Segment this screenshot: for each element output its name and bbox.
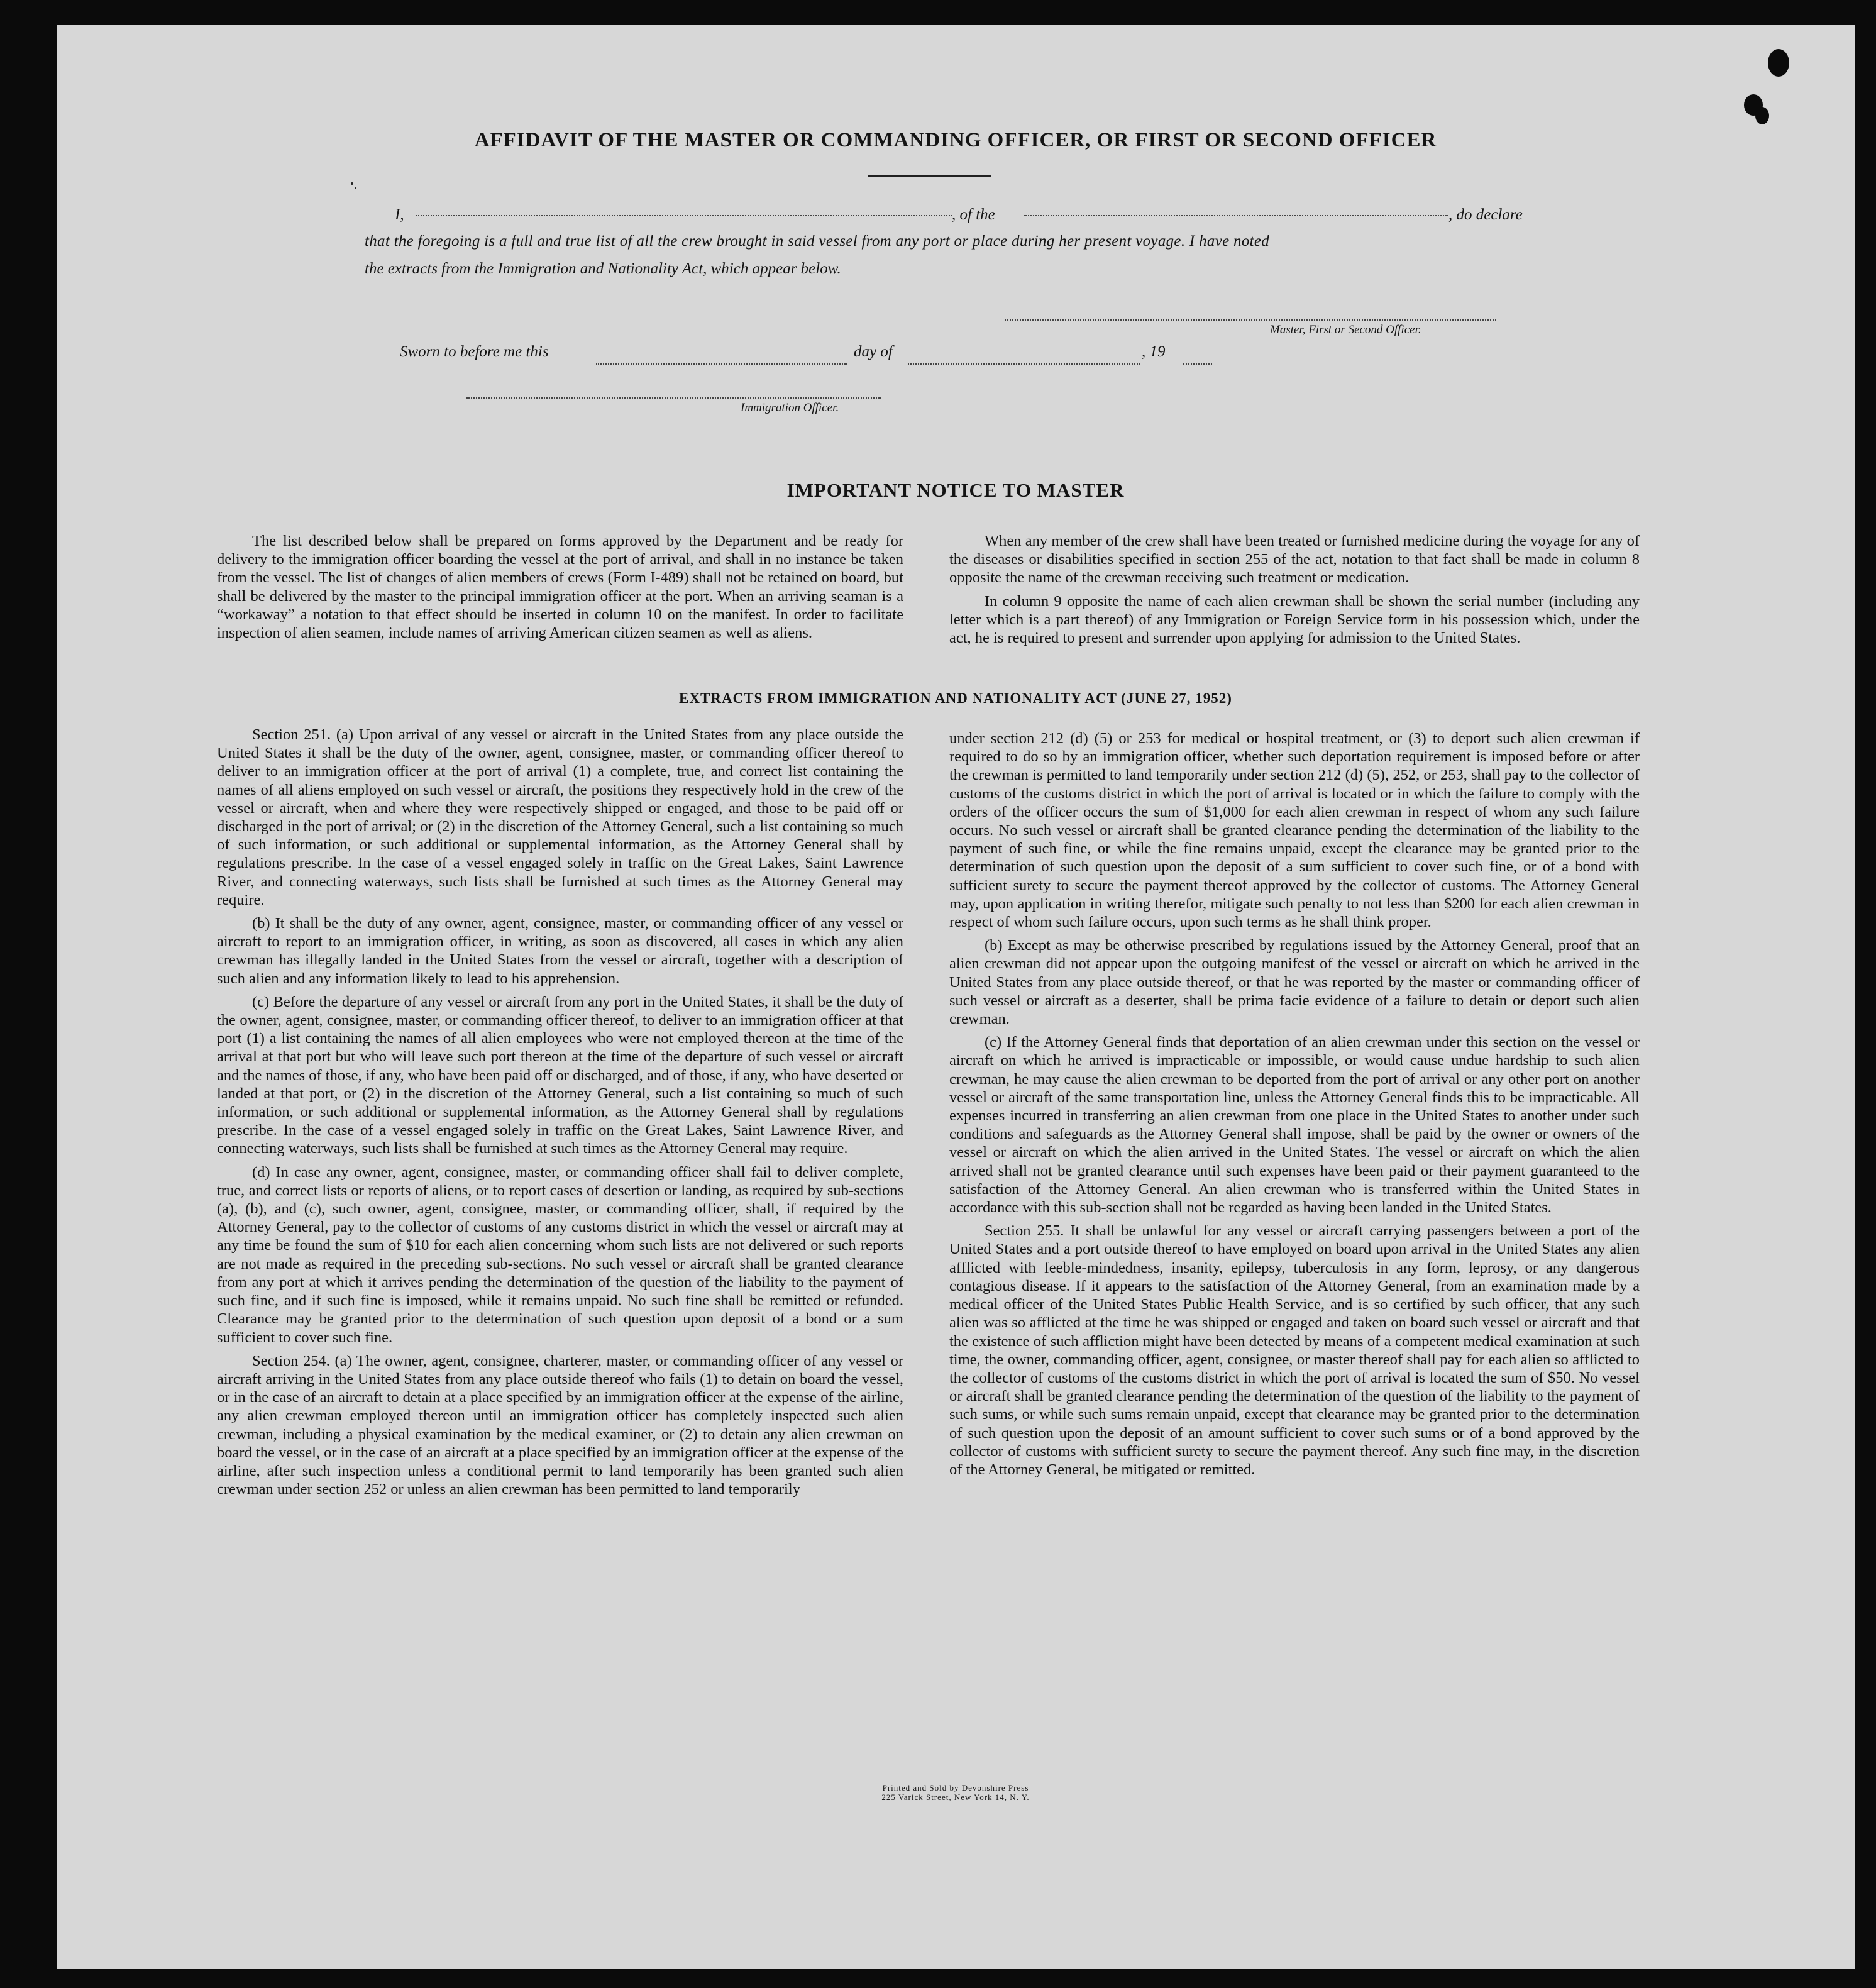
sworn-day-line[interactable] bbox=[596, 363, 847, 365]
master-signature-line[interactable] bbox=[1005, 319, 1496, 321]
declare-label: , do declare bbox=[1448, 206, 1523, 223]
section-paragraph: Section 255. It shall be unlawful for any vessel or aircraft carrying passengers between a port of the United States and a port outside thereof to have employed on board upon arrival in the United States any alien afflicted with feeble-mindedness, insanity, epilepsy, tuberculosis in any form, leprosy, or any dangerous contagious disease. If it appears to the satisfaction of the Attorney General, from an examination made by a medical officer of the United States Public Health Service, and is so certified by such officer, that any such alien was so afflicted at the time he was shipped or engaged and taken on board such vessel or aircraft and that the existence of such affliction might have been detected by means of a competent medical examination at such time, the owner, commanding officer, agent, consignee, or master thereof shall pay for each alien so afflicted to the collector of customs of the customs district in which the port of arrival is located the sum of $50. No vessel or aircraft shall be granted clearance pending the determination of the question of the liability to the payment of such sums, or while such sums remain unpaid, except that clearance may be granted prior to the determination of such question upon the deposit of an amount sufficient to cover such sums or of a bond approved by the collector of customs with sufficient surety to secure the payment thereof. Any such fine may, in the discretion of the Attorney General, be mitigated or remitted. bbox=[949, 1222, 1640, 1478]
printer-imprint bbox=[57, 1783, 1855, 1802]
document-page bbox=[57, 25, 1855, 1969]
scan-speck bbox=[351, 182, 353, 185]
notice-paragraph: In column 9 opposite the name of each alien crewman shall be shown the serial number (including any letter which is a part thereof) of any Immigration or Foreign Service form in his possession which, under the act, he is required to present and surrender upon applying for admission to the United States. bbox=[949, 592, 1640, 647]
printer-address: 225 Varick Street, New York 14, N. Y. bbox=[881, 1792, 1030, 1802]
section-paragraph: Section 254. (a) The owner, agent, consignee, charterer, master, or commanding officer of any vessel or aircraft arriving in the United States from any place outside thereof who fails (1) to detain on board the vessel, or in the case of an aircraft to detain at a place specified by an immigration officer at the expense of the airline, any alien crewman employed thereon until an immigration officer has completely inspected such alien crewman, including a physical examination by the medical examiner, or (2) to detain any alien crewman on board the vessel, or in the case of an aircraft at a place specified by an immigration officer at the expense of the airline, after such inspection unless a conditional permit to land temporarily has been granted such alien crewman under section 252 or unless an alien crewman has been permitted to land temporarily bbox=[217, 1352, 903, 1498]
affidavit-title: AFFIDAVIT OF THE MASTER OR COMMANDING OFFICER, OR FIRST OR SECOND OFFICER bbox=[474, 129, 1437, 152]
vessel-label: , of the bbox=[952, 206, 995, 223]
title-underline bbox=[868, 175, 991, 177]
extracts-right-column bbox=[949, 729, 1640, 1479]
vessel-name-line[interactable] bbox=[1024, 215, 1448, 216]
section-paragraph: (d) In case any owner, agent, consignee, master, or commanding officer shall fail to deliver complete, true, and correct lists or reports of aliens, or to report cases of desertion or landing, as required by sub-sections (a), (b), and (c), such owner, agent, consignee, master, or commanding officer, shall, if required by the Attorney General, pay to the collector of customs of any customs district in which the vessel or aircraft may at any time be found the sum of $10 for each alien concerning whom such lists are not delivered or such reports are not made as required in the preceding sub-sections. No such vessel or aircraft shall be granted clearance from any port at which it arrives pending the determination of the question of the liability to the payment of such fine, and if such fine is imposed, while it remains unpaid. No such fine shall be remitted or refunded. Clearance may be granted prior to the determination of such question upon deposit of a bond or a sum sufficient to cover such fine. bbox=[217, 1163, 903, 1346]
section-paragraph: Section 251. (a) Upon arrival of any vessel or aircraft in the United States from any place outside the United States it shall be the duty of the owner, agent, consignee, master, or commanding officer thereof to deliver to an immigration officer at the port of arrival (1) a complete, true, and correct list containing the names of all aliens employed on such vessel or aircraft, the positions they respectively hold in the crew of the vessel or aircraft, when and where they were respectively shipped or engaged, and those to be paid off or discharged in the port of arrival; or (2) in the discretion of the Attorney General, such a list containing so much of such information, or such additional or supplemental information, as the Attorney General shall by regulations prescribe. In the case of a vessel engaged solely in traffic on the Great Lakes, Saint Lawrence River, and connecting waterways, such lists shall be furnished at such times as the Attorney General may require. bbox=[217, 726, 903, 908]
extracts-left-column bbox=[217, 726, 903, 1498]
notice-right-column bbox=[949, 532, 1640, 647]
extracts-title: EXTRACTS FROM IMMIGRATION AND NATIONALITY ACT (JUNE 27, 1952) bbox=[679, 690, 1232, 706]
notice-title: IMPORTANT NOTICE TO MASTER bbox=[786, 479, 1125, 501]
scan-speck bbox=[355, 187, 356, 189]
printer-name: Printed and Sold by Devonshire Press bbox=[882, 1783, 1029, 1792]
section-paragraph: under section 212 (d) (5) or 253 for medical or hospital treatment, or (3) to deport such alien crewman if required to do so by an immigration officer, whether such deportation requirement is imposed before or after the crewman is permitted to land temporarily under section 212 (d) (5), 252, or 253, shall pay to the collector of customs of the customs district in which the port of arrival is located or in which the failure to comply with the orders of the officer occurs the sum of $1,000 for each alien crewman in respect of whom any such failure occurs. No such vessel or aircraft shall be granted clearance pending the determination of the liability to the payment of such fine, or while the fine remains unpaid, except the clearance may be granted prior to the determination of such question upon the deposit of a sum sufficient to cover such fine, or of a bond with sufficient surety to secure the payment thereof approved by the collector of customs. The Attorney General may, upon application in writing therefor, mitigate such penalty to not less than $200 for each alien crewman in respect of whom such failure occurs, upon such terms as he shall think proper. bbox=[949, 730, 1640, 931]
year-label: , 19 bbox=[1142, 343, 1166, 360]
notice-paragraph: The list described below shall be prepared on forms approved by the Department and be ready for delivery to the immigration officer boarding the vessel at the port of arrival, and shall in no instance be taken from the vessel. The list of changes of alien members of crews (Form I-489) shall not be retained on board, but shall be delivered by the master to the principal immigration officer at the port. When an arriving seaman is a “workaway” a notation to that effect should be inserted in column 10 on the manifest. In order to facilitate inspection of alien seamen, include names of arriving American citizen seamen as well as aliens. bbox=[217, 533, 903, 642]
officer-signature-caption: Immigration Officer. bbox=[741, 401, 839, 414]
affidavit-statement: that the foregoing is a full and true list of all the crew brought in said vessel from any port or place during her present voyage. I have noted bbox=[365, 233, 1270, 250]
section-paragraph: (b) It shall be the duty of any owner, agent, consignee, master, or commanding officer of any vessel or aircraft to report to an immigration officer, in writing, as soon as discovered, all cases in which any alien crewman has illegally landed in the United States from the vessel or aircraft, together with a description of such alien and any information likely to lead to his apprehension. bbox=[217, 915, 903, 987]
sworn-month-line[interactable] bbox=[908, 363, 1140, 365]
day-of-label: day of bbox=[854, 343, 893, 360]
section-paragraph: (b) Except as may be otherwise prescribed by regulations issued by the Attorney General, proof that an alien crewman did not appear upon the outgoing manifest of the vessel or aircraft on which he arrived in the United States from any place outside thereof, or that he was reported by the master or commanding officer of such vessel or aircraft as a deserter, shall be prima facie evidence of a failure to detain or deport such alien crewman. bbox=[949, 937, 1640, 1028]
hole-mark bbox=[1768, 49, 1789, 77]
section-paragraph: (c) Before the departure of any vessel or aircraft from any port in the United States, it shall be the duty of the owner, agent, consignee, master, or commanding officer thereof, to deliver to an immigration officer at that port (1) a list containing the names of all alien employees who were not employed thereon at the time of the arrival at that port but who will leave such port thereon at the time of the departure of such vessel or aircraft and the names of those, if any, who have been paid off or discharged, and of those, if any, who have deserted or landed at that port, or (2) in the discretion of the Attorney General, such a list containing so much of such information, or such additional or supplemental information, as the Attorney General shall by regulations prescribe. In the case of a vessel engaged solely in traffic on the Great Lakes, Saint Lawrence River, and connecting waterways, such lists shall be furnished at such times as the Attorney General may require. bbox=[217, 993, 903, 1157]
master-signature-caption: Master, First or Second Officer. bbox=[1270, 323, 1421, 336]
notice-left-column bbox=[217, 532, 903, 642]
officer-signature-line[interactable] bbox=[466, 397, 881, 399]
section-paragraph: (c) If the Attorney General finds that deportation of an alien crewman under this section on the vessel or aircraft on which he arrived is impracticable or impossible, or would cause undue hardship to such alien crewman, he may cause the alien crewman to be deported from the port of arrival or any other port on another vessel or aircraft of the same transportation line, unless the Attorney General finds this to be impracticable. All expenses incurred in transferring an alien crewman from one place in the United States to another under such conditions and safeguards as the Attorney General shall impose, shall be paid by the owner or owners of the vessel or aircraft on which the alien arrived in the United States. The vessel or aircraft on which the alien arrived shall not be granted clearance until such expenses have been paid or their payment guaranteed to the satisfaction of the Attorney General. An alien crewman who is transferred within the United States in accordance with this sub-section shall not be regarded as having been landed in the United States. bbox=[949, 1034, 1640, 1217]
hole-mark bbox=[1755, 107, 1769, 124]
notice-paragraph: When any member of the crew shall have been treated or furnished medicine during the voyage for any of the diseases or disabilities specified in section 255 of the act, notation to that fact shall be made in column 8 opposite the name of the crewman receiving such treatment or medication. bbox=[949, 533, 1640, 587]
declarant-label: I, bbox=[395, 206, 404, 223]
sworn-year-line[interactable] bbox=[1183, 363, 1212, 365]
affidavit-statement-2: the extracts from the Immigration and Nationality Act, which appear below. bbox=[365, 260, 841, 277]
sworn-label: Sworn to before me this bbox=[400, 343, 549, 360]
declarant-name-line[interactable] bbox=[416, 215, 952, 216]
